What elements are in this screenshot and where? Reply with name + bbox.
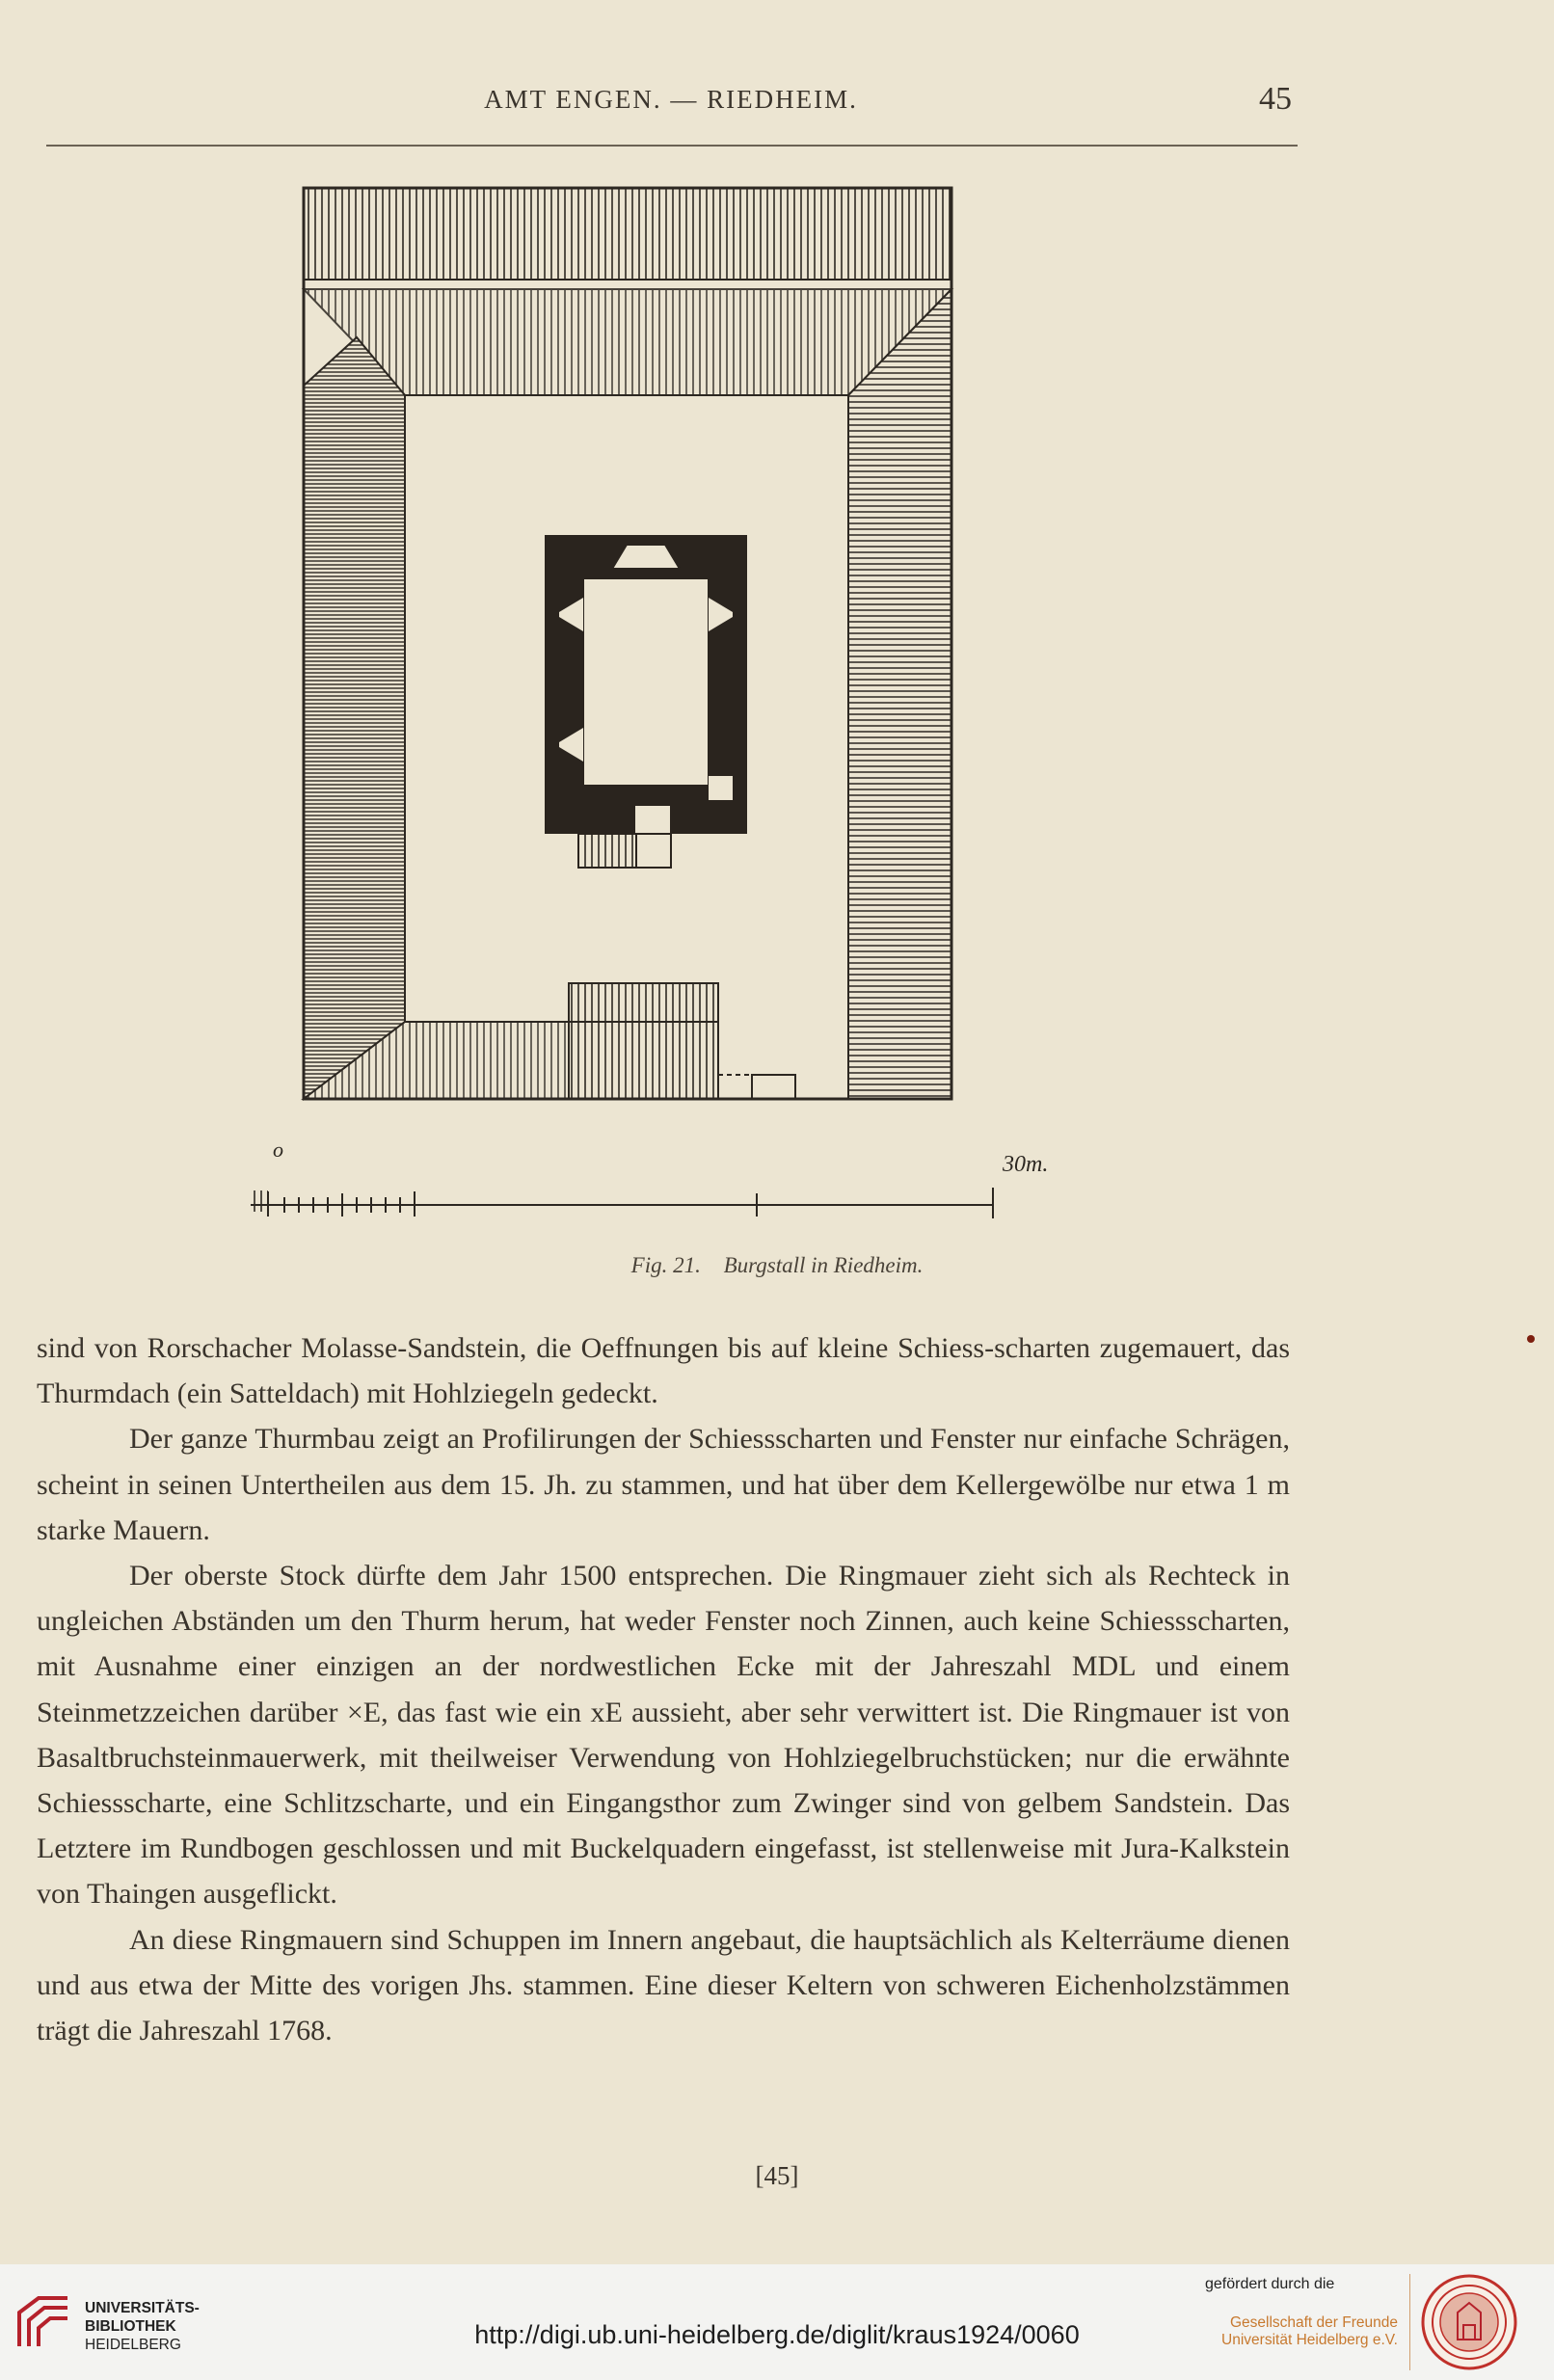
figure-plan <box>231 174 1234 1297</box>
paragraph: Der ganze Thurmbau zeigt an Profilirungen der Schiessscharten und Fenster nur einfache Schrägen, scheint in seinen Untertheilen aus dem 15. Jh. zu stammen, und hat über dem Kellergewölbe nur etwa 1 m starke Mauern. <box>37 1423 1290 1546</box>
header-rule <box>46 145 1298 147</box>
library-name-line: HEIDELBERG <box>85 2337 181 2353</box>
tower-door <box>634 805 671 834</box>
body-text <box>37 1325 1290 2053</box>
tower <box>545 535 747 868</box>
caption-title: Burgstall in Riedheim. <box>723 1253 924 1277</box>
sponsor-name-line: Universität Heidelberg e.V. <box>1221 2332 1398 2348</box>
figure-caption <box>0 1253 1554 1278</box>
tower-interior <box>583 578 709 786</box>
scale-end-label: 30m. <box>1003 1152 1049 1177</box>
south-building <box>569 983 718 1099</box>
scale-start-label: o <box>273 1137 283 1162</box>
gate-block <box>752 1075 795 1099</box>
ink-blemish <box>1527 1335 1535 1343</box>
tower-opening <box>709 776 733 800</box>
page-number: 45 <box>1259 81 1292 117</box>
folio: [45] <box>755 2161 799 2190</box>
scale-bar <box>251 1137 1048 1218</box>
east-wing <box>848 289 951 1099</box>
sponsor-name <box>1199 2314 1398 2349</box>
library-name-line: BIBLIOTHEK <box>85 2318 176 2335</box>
caption-number: Fig. 21. <box>630 1253 701 1277</box>
footer-bar <box>0 2264 1554 2380</box>
sponsor-note: gefördert durch die <box>1205 2276 1335 2292</box>
document-url-link[interactable]: http://digi.ub.uni-heidelberg.de/diglit/kraus1924/0060 <box>474 2320 1080 2349</box>
paragraph: Der oberste Stock dürfte dem Jahr 1500 entsprechen. Die Ringmauer zieht sich als Rechteck in ungleichen Abständen um den Thurm herum, hat weder Fenster noch Zinnen, auch keine Schiessscharten, mit Ausnahme einer einzigen an der nordwestlichen Ecke mit der Jahreszahl MDL und einem Steinmetzzeichen darüber ×E, das fast wie ein xE aussieht, aber sehr verwittert ist. Die Ringmauer ist von Basaltbruchsteinmauerwerk, mit theilweiser Verwendung von Hohlziegelbruchstücken; nur die erwähnte Schiessscharte, eine Schlitzscharte, und ein Eingangsthor zum Zwinger sind von gelbem Sandstein. Das Letztere im Rundbogen geschlossen und mit Buckelquadern eingefasst, ist stellenweise mit Jura-Kalkstein von Thaingen ausgeflickt. <box>37 1560 1290 1911</box>
north-roof-band <box>304 188 951 280</box>
library-name-line: UNIVERSITÄTS- <box>85 2300 200 2316</box>
header-title: AMT ENGEN. — RIEDHEIM. <box>484 85 858 114</box>
running-head <box>46 81 1296 133</box>
paragraph: sind von Rorschacher Molasse-Sandstein, die Oeffnungen bis auf kleine Schiess-scharten zugemauert, das Thurmdach (ein Satteldach) mit Hohlziegeln gedeckt. <box>37 1332 1290 1410</box>
north-wing <box>304 289 951 395</box>
floor-plan-drawing <box>231 174 1234 1292</box>
university-seal-icon <box>1419 2272 1519 2372</box>
tower-stair <box>578 834 636 868</box>
footer-divider <box>1409 2274 1410 2370</box>
sponsor-name-line: Gesellschaft der Freunde <box>1229 2314 1398 2331</box>
west-wing <box>304 337 405 1099</box>
paragraph: An diese Ringmauern sind Schuppen im Innern angebaut, die hauptsächlich als Kelterräume dienen und aus etwa der Mitte des vorigen Jhs. stammen. Eine dieser Keltern von schweren Eichenholzstämmen trägt die Jahreszahl 1768. <box>37 1923 1290 2047</box>
tower-step <box>636 834 671 868</box>
